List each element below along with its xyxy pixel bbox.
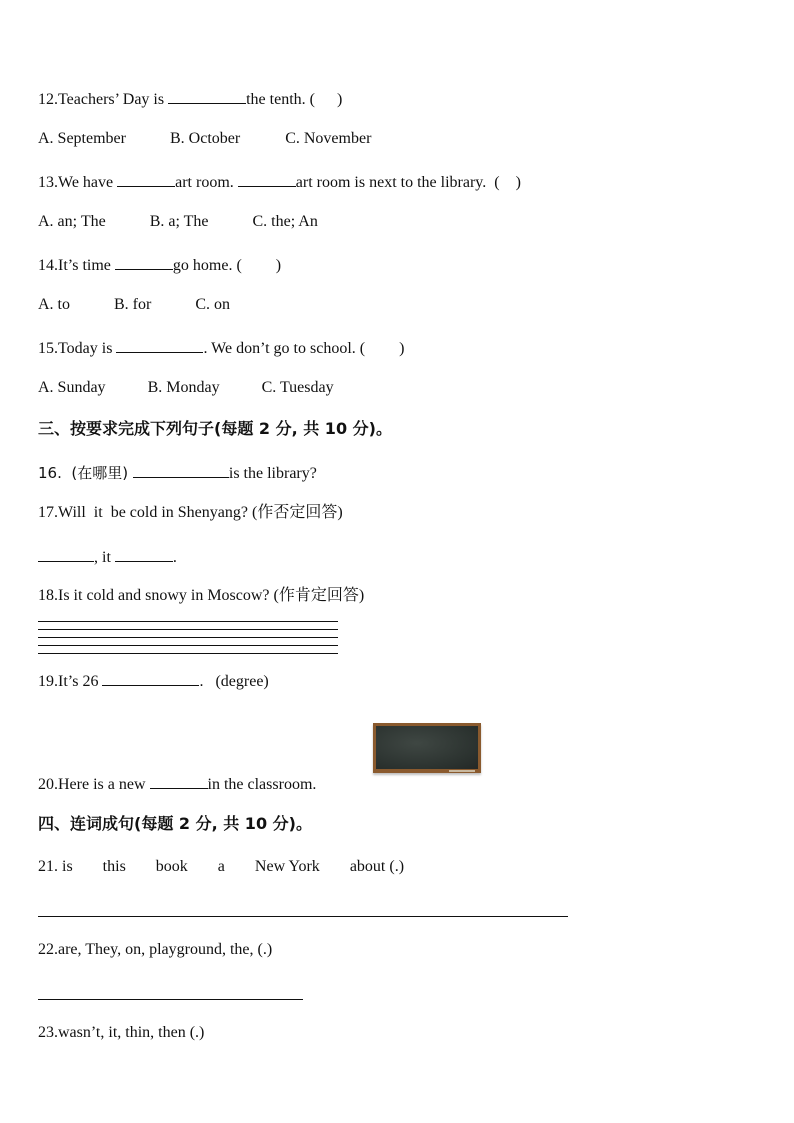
answer-blank[interactable] [168,88,246,104]
answer-line[interactable] [38,645,338,646]
answer-text: . [172,549,177,566]
answer-paren: ) [515,174,521,191]
question-text: 16. (在哪里) [38,464,133,482]
blackboard-image [373,723,481,773]
option-c[interactable]: C. November [285,130,372,147]
question-19 [38,670,269,692]
word-tile: New York [254,858,320,875]
answer-blank[interactable] [150,773,208,789]
option-b[interactable]: B. October [169,130,241,147]
question-text: the tenth. ( [246,91,315,108]
question-number: 21. [38,858,58,875]
question-text: 12.Teachers’ Day is [38,91,169,108]
option-a[interactable]: A. Sunday [38,379,106,396]
word-tile: this [102,858,126,875]
word-tile: a [217,858,225,875]
answer-line[interactable] [38,999,303,1000]
question-20 [38,773,316,795]
option-a[interactable]: A. an; The [38,213,106,230]
question-22: 22.are, They, on, playground, the, (.) [38,941,273,958]
option-c[interactable]: C. on [195,296,230,313]
answer-blank[interactable] [115,254,173,270]
question-text: go home. ( [172,257,242,274]
option-b[interactable]: B. a; The [149,213,209,230]
options-12 [38,129,371,149]
question-text: . We don’t go to school. ( [203,340,366,357]
options-14 [38,295,230,315]
answer-line[interactable] [38,653,338,654]
option-c[interactable]: C. the; An [252,213,318,230]
answer-17 [38,546,177,568]
section-4-heading: 四、连词成句(每题 2 分, 共 10 分)。 [38,814,312,833]
answer-blank[interactable] [116,337,203,353]
answer-text: , it [94,549,115,566]
question-text: 13.We have [38,174,118,191]
options-15 [38,378,334,398]
answer-blank[interactable] [238,171,296,187]
answer-line[interactable] [38,621,338,622]
option-a[interactable]: A. to [38,296,70,313]
word-tile: is [62,858,73,875]
answer-blank[interactable] [102,670,199,686]
answer-paren: ) [336,91,343,108]
question-text: 19.It’s 26 [38,673,103,690]
answer-line[interactable] [38,916,568,917]
answer-paren: ) [399,340,405,357]
question-17: 17.Will it be cold in Shenyang? (作否定回答) [38,504,343,521]
question-21 [38,857,404,877]
question-text: 20.Here is a new [38,776,150,793]
option-a[interactable]: A. September [38,130,126,147]
question-18: 18.Is it cold and snowy in Moscow? (作肯定回答) [38,587,365,604]
question-text: is the library? [228,465,317,482]
answer-blank[interactable] [133,462,229,478]
question-text: art room is next to the library. ( [295,174,500,191]
question-13 [38,171,521,193]
answer-line[interactable] [38,637,338,638]
word-tile: about (.) [349,858,405,875]
answer-paren: ) [275,257,282,274]
answer-blank[interactable] [38,546,94,562]
question-text: in the classroom. [207,776,317,793]
question-12 [38,88,342,110]
question-text: art room. [175,174,238,191]
question-16 [38,462,317,484]
word-tile: book [155,858,188,875]
option-b[interactable]: B. for [114,296,152,313]
question-text: . (degree) [199,673,269,690]
question-text: 15.Today is [38,340,117,357]
question-15 [38,337,404,359]
answer-blank[interactable] [115,546,173,562]
question-14 [38,254,281,276]
answer-blank[interactable] [117,171,175,187]
option-b[interactable]: B. Monday [147,379,220,396]
question-23: 23.wasn’t, it, thin, then (.) [38,1024,205,1041]
answer-line[interactable] [38,629,338,630]
question-text: 14.It’s time [38,257,115,274]
option-c[interactable]: C. Tuesday [261,379,334,396]
options-13 [38,212,318,232]
section-3-heading: 三、按要求完成下列句子(每题 2 分, 共 10 分)。 [38,419,392,438]
